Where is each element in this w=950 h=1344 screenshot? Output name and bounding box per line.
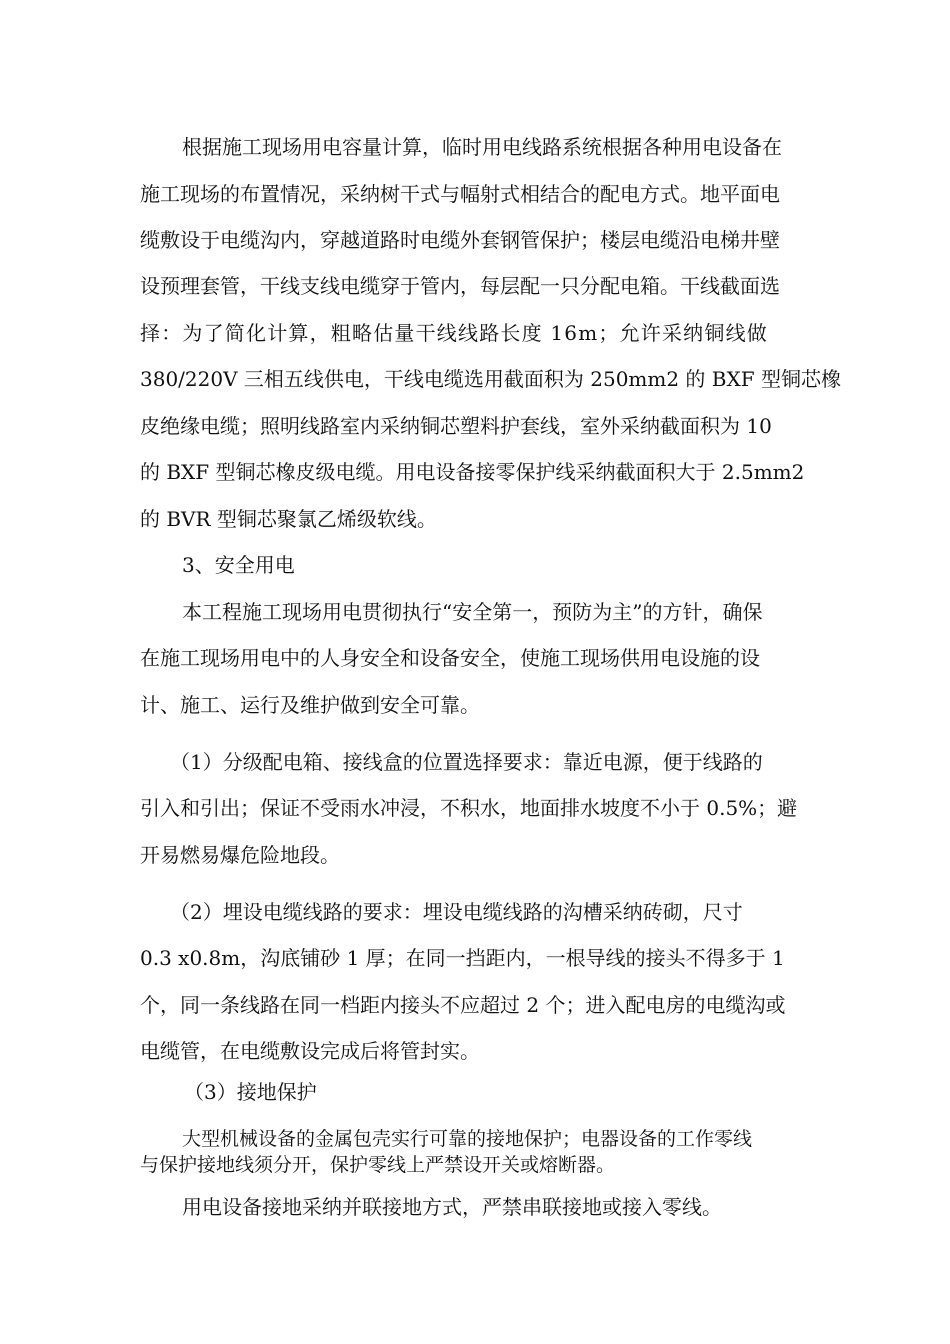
list-item-line: 0.3 x0.8m，沟底铺砂 1 厚；在同一挡距内，一根导线的接头不得多于 1	[140, 946, 785, 970]
paragraph-line: 施工现场的布置情况，采纳树干式与幅射式相结合的配电方式。地平面电	[140, 182, 780, 206]
paragraph-line: 设预理套管，干线支线电缆穿于管内，每层配一只分配电箱。干线截面选	[140, 274, 780, 298]
paragraph-line: 缆敷设于电缆沟内，穿越道路时电缆外套钢管保护；楼层电缆沿电梯井壁	[140, 228, 780, 252]
list-item-line: 个，同一条线路在同一档距内接头不应超过 2 个；进入配电房的电缆沟或	[140, 993, 786, 1017]
paragraph-line: 在施工现场用电中的人身安全和设备安全，使施工现场供用电设施的设	[140, 646, 760, 670]
list-item-line: 开易燃易爆危险地段。	[140, 843, 340, 867]
section-heading: 3、安全用电	[182, 553, 295, 577]
list-item-line: （2）埋设电缆线路的要求：埋设电缆线路的沟槽采纳砖砌，尺寸	[170, 900, 743, 924]
paragraph-line: 的 BVR 型铜芯聚氯乙烯级软线。	[140, 507, 437, 531]
paragraph-line: 与保护接地线须分开，保护零线上严禁设开关或熔断器。	[140, 1154, 616, 1176]
paragraph-line: 计、施工、运行及维护做到安全可靠。	[140, 693, 480, 717]
subsection-heading: （3）接地保护	[184, 1080, 317, 1104]
list-item-line: （1）分级配电箱、接线盒的位置选择要求：靠近电源，便于线路的	[170, 750, 763, 774]
paragraph-line: 的 BXF 型铜芯橡皮级电缆。用电设备接零保护线采纳截面积大于 2.5mm2	[140, 460, 805, 484]
list-item-line: 电缆管，在电缆敷设完成后将管封实。	[140, 1039, 480, 1063]
paragraph-line: 380/220V 三相五线供电，干线电缆选用截面积为 250mm2 的 BXF 型铜芯橡	[140, 367, 841, 391]
paragraph-line: 皮绝缘电缆；照明线路室内采纳铜芯塑料护套线，室外采纳截面积为 10	[140, 414, 772, 438]
paragraph-line: 根据施工现场用电容量计算，临时用电线路系统根据各种用电设备在	[182, 135, 782, 159]
list-item-line: 引入和引出；保证不受雨水冲浸，不积水，地面排水坡度不小于 0.5%；避	[140, 796, 798, 820]
paragraph-line: 本工程施工现场用电贯彻执行“安全第一，预防为主”的方针，确保	[182, 600, 763, 624]
paragraph-line: 大型机械设备的金属包壳实行可靠的接地保护；电器设备的工作零线	[182, 1128, 753, 1150]
paragraph-line: 用电设备接地采纳并联接地方式，严禁串联接地或接入零线。	[182, 1195, 722, 1219]
paragraph-line: 择：为了简化计算，粗略估量干线线路长度 16m；允许采纳铜线做	[140, 321, 768, 345]
